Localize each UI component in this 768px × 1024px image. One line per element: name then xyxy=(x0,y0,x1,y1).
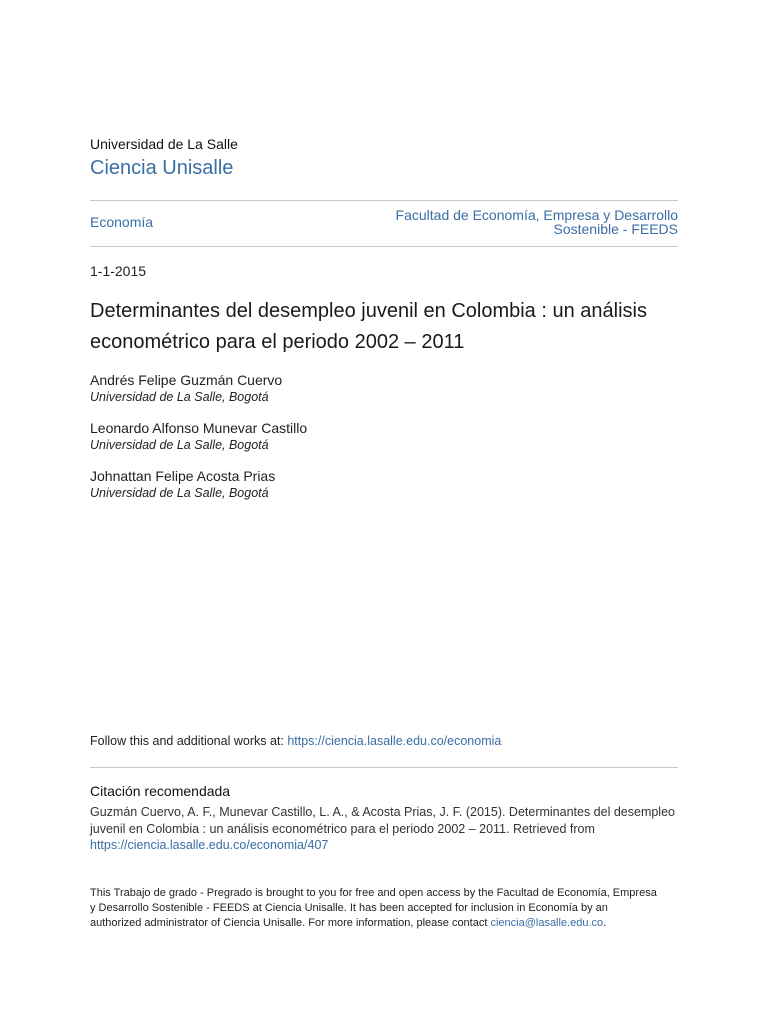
divider-middle xyxy=(90,246,678,247)
follow-works-line xyxy=(90,734,501,748)
contact-email-link[interactable]: ciencia@lasalle.edu.co xyxy=(490,917,604,929)
faculty-link-feeds[interactable] xyxy=(358,208,678,236)
faculty-link-line1: Facultad de Economía, Empresa y Desarrollo xyxy=(395,207,678,223)
citation-body xyxy=(90,804,678,854)
department-link-economia[interactable]: Economía xyxy=(90,214,154,230)
author-name: Johnattan Felipe Acosta Prias xyxy=(90,468,276,484)
author-affiliation: Universidad de La Salle, Bogotá xyxy=(90,438,269,452)
author-name: Andrés Felipe Guzmán Cuervo xyxy=(90,372,283,388)
publication-date: 1-1-2015 xyxy=(90,263,147,279)
notice-line2: y Desarrollo Sostenible - FEEDS at Ciencia Unisalle. It has been accepted for inclusion in Economía by an xyxy=(90,902,608,914)
institution-name: Universidad de La Salle xyxy=(90,136,238,152)
divider-bottom xyxy=(90,767,678,768)
notice-line1: This Trabajo de grado - Pregrado is brought to you for free and open access by the Facultad de Economía, Empresa xyxy=(90,887,657,899)
author-entry xyxy=(90,372,678,405)
author-list xyxy=(90,372,678,516)
follow-text: Follow this and additional works at: xyxy=(90,734,288,748)
citation-line2: juvenil en Colombia : un análisis econométrico para el periodo 2002 – 2011. Retrieved from xyxy=(90,821,595,836)
document-title-line1: Determinantes del desempleo juvenil en Colombia : un análisis xyxy=(90,300,647,322)
author-name: Leonardo Alfonso Munevar Castillo xyxy=(90,420,308,436)
notice-line3: authorized administrator of Ciencia Unisalle. For more information, please contact xyxy=(90,917,491,929)
citation-line1: Guzmán Cuervo, A. F., Munevar Castillo, L. A., & Acosta Prias, J. F. (2015). Determinantes del desempleo xyxy=(90,805,675,819)
citation-heading: Citación recomendada xyxy=(90,783,231,799)
divider-top xyxy=(90,200,678,201)
access-notice xyxy=(90,886,678,931)
author-affiliation: Universidad de La Salle, Bogotá xyxy=(90,390,269,404)
notice-line3-end: . xyxy=(603,917,607,929)
cover-page xyxy=(90,0,678,1024)
repository-link[interactable]: Ciencia Unisalle xyxy=(90,157,234,179)
author-entry xyxy=(90,420,678,453)
faculty-link-line2: Sostenible - FEEDS xyxy=(553,221,678,237)
author-entry xyxy=(90,468,678,501)
follow-link[interactable]: https://ciencia.lasalle.edu.co/economia xyxy=(287,734,502,748)
document-title-line2: econométrico para el periodo 2002 – 2011 xyxy=(90,331,465,353)
document-title xyxy=(90,296,678,358)
citation-link[interactable]: https://ciencia.lasalle.edu.co/economia/407 xyxy=(90,838,329,852)
author-affiliation: Universidad de La Salle, Bogotá xyxy=(90,486,269,500)
